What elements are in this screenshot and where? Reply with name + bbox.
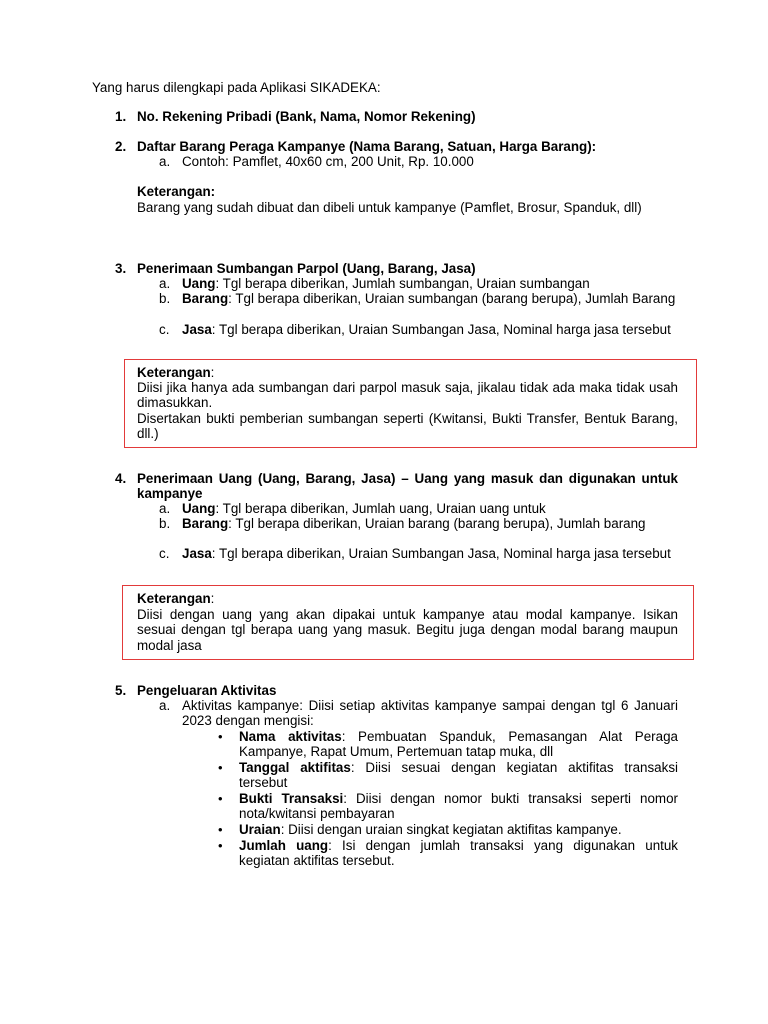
section-1-number: 1.: [115, 109, 127, 124]
section-3-item-c-term: Jasa: [182, 322, 212, 337]
section-2-heading: Daftar Barang Peraga Kampanye (Nama Barang, Satuan, Harga Barang):: [137, 139, 597, 154]
section-3-number: 3.: [115, 261, 127, 276]
section-2-item-a-letter: a.: [159, 154, 171, 169]
section-3-item-a: [182, 276, 678, 291]
section-2-item-a-text: Contoh: Pamflet, 40x60 cm, 200 Unit, Rp. 10.000: [182, 154, 474, 169]
bullet-5-dot: •: [218, 838, 223, 853]
section-4-item-c-term: Jasa: [182, 546, 212, 561]
section-4-note-p1: Diisi dengan uang yang akan dipakai untuk kampanye atau modal kampanye. Isikan sesuai dengan tgl berapa uang yang masuk. Begitu juga dengan modal barang maupun modal jasa: [137, 607, 678, 653]
section-3-item-b: [182, 291, 678, 306]
section-4-note-label-text: Keterangan: [137, 591, 211, 606]
section-3-item-a-text: : Tgl berapa diberikan, Jumlah sumbangan, Uraian sumbangan: [215, 276, 590, 291]
section-4-item-a-text: : Tgl berapa diberikan, Jumlah uang, Uraian uang untuk: [215, 501, 546, 516]
section-3-item-c-letter: c.: [159, 322, 170, 337]
bullet-1-text: : Pembuatan Spanduk, Pemasangan Alat Peraga Kampanye, Rapat Umum, Pertemuan tatap muka, dll: [239, 729, 678, 760]
bullet-2: [239, 760, 678, 791]
section-5-number: 5.: [115, 683, 127, 698]
section-3-item-a-term: Uang: [182, 276, 216, 291]
section-4-item-a-letter: a.: [159, 501, 171, 516]
section-3-note-p1: Diisi jika hanya ada sumbangan dari parpol masuk saja, jikalau tidak ada maka tidak usah dimasukkan.: [137, 380, 678, 411]
section-3-note-label-text: Keterangan: [137, 365, 211, 380]
section-3-item-b-term: Barang: [182, 291, 229, 306]
section-4-note-label: [137, 591, 214, 606]
section-4-item-b-term: Barang: [182, 516, 229, 531]
bullet-3: [239, 791, 678, 822]
section-4-number: 4.: [115, 471, 127, 486]
bullet-2-term: Tanggal aktifitas: [239, 760, 351, 775]
section-3-note-p2: Disertakan bukti pemberian sumbangan seperti (Kwitansi, Bukti Transfer, Bentuk Barang, dll.): [137, 411, 678, 442]
bullet-1-term: Nama aktivitas: [239, 729, 342, 744]
section-5-item-a-text: Aktivitas kampanye: Diisi setiap aktivitas kampanye sampai dengan tgl 6 Januari 2023 dengan mengisi:: [182, 698, 678, 729]
bullet-4-term: Uraian: [239, 822, 281, 837]
section-4-item-c-text: : Tgl berapa diberikan, Uraian Sumbangan Jasa, Nominal harga jasa tersebut: [211, 546, 671, 561]
section-4-item-b: [182, 516, 678, 531]
bullet-2-text: : Diisi sesuai dengan kegiatan aktifitas transaksi tersebut: [239, 760, 678, 791]
section-2-number: 2.: [115, 139, 127, 154]
section-4-item-c-letter: c.: [159, 546, 170, 561]
bullet-1: [239, 729, 678, 760]
bullet-4-dot: •: [218, 822, 223, 837]
section-3-item-b-text: : Tgl berapa diberikan, Uraian sumbangan (barang berupa), Jumlah Barang: [228, 291, 676, 306]
section-2-note-text: Barang yang sudah dibuat dan dibeli untuk kampanye (Pamflet, Brosur, Spanduk, dll): [137, 200, 642, 215]
section-4-heading: Penerimaan Uang (Uang, Barang, Jasa) – Uang yang masuk dan digunakan untuk kampanye: [137, 471, 678, 502]
bullet-5: [239, 838, 678, 869]
section-4-item-c: [182, 546, 678, 561]
section-3-note-label-colon: :: [210, 365, 215, 380]
bullet-2-dot: •: [218, 760, 223, 775]
bullet-4-text: : Diisi dengan uraian singkat kegiatan aktifitas kampanye.: [280, 822, 622, 837]
section-4-item-b-letter: b.: [159, 516, 171, 531]
bullet-4: [239, 822, 678, 837]
section-3-item-c: [182, 322, 678, 337]
page-title: Yang harus dilengkapi pada Aplikasi SIKADEKA:: [92, 80, 381, 95]
bullet-3-term: Bukti Transaksi: [239, 791, 344, 806]
bullet-5-term: Jumlah uang: [239, 838, 329, 853]
section-4-item-a-term: Uang: [182, 501, 216, 516]
section-2-note-label: Keterangan:: [137, 184, 216, 199]
section-5-heading: Pengeluaran Aktivitas: [137, 683, 277, 698]
section-4-item-b-text: : Tgl berapa diberikan, Uraian barang (barang berupa), Jumlah barang: [228, 516, 646, 531]
section-4-note-label-colon: :: [210, 591, 215, 606]
section-3-item-b-letter: b.: [159, 291, 171, 306]
bullet-5-text: : Isi dengan jumlah transaksi yang digunakan untuk kegiatan aktifitas tersebut.: [239, 838, 678, 869]
bullet-1-dot: •: [218, 729, 223, 744]
bullet-3-text: : Diisi dengan nomor bukti transaksi seperti nomor nota/kwitansi pembayaran: [239, 791, 678, 822]
section-5-item-a-letter: a.: [159, 698, 171, 713]
section-3-item-c-text: : Tgl berapa diberikan, Uraian Sumbangan Jasa, Nominal harga jasa tersebut: [211, 322, 671, 337]
section-3-heading: Penerimaan Sumbangan Parpol (Uang, Barang, Jasa): [137, 261, 476, 276]
section-3-item-a-letter: a.: [159, 276, 171, 291]
section-3-note-label: [137, 365, 214, 380]
section-1-heading: No. Rekening Pribadi (Bank, Nama, Nomor Rekening): [137, 109, 476, 124]
bullet-3-dot: •: [218, 791, 223, 806]
section-4-item-a: [182, 501, 678, 516]
